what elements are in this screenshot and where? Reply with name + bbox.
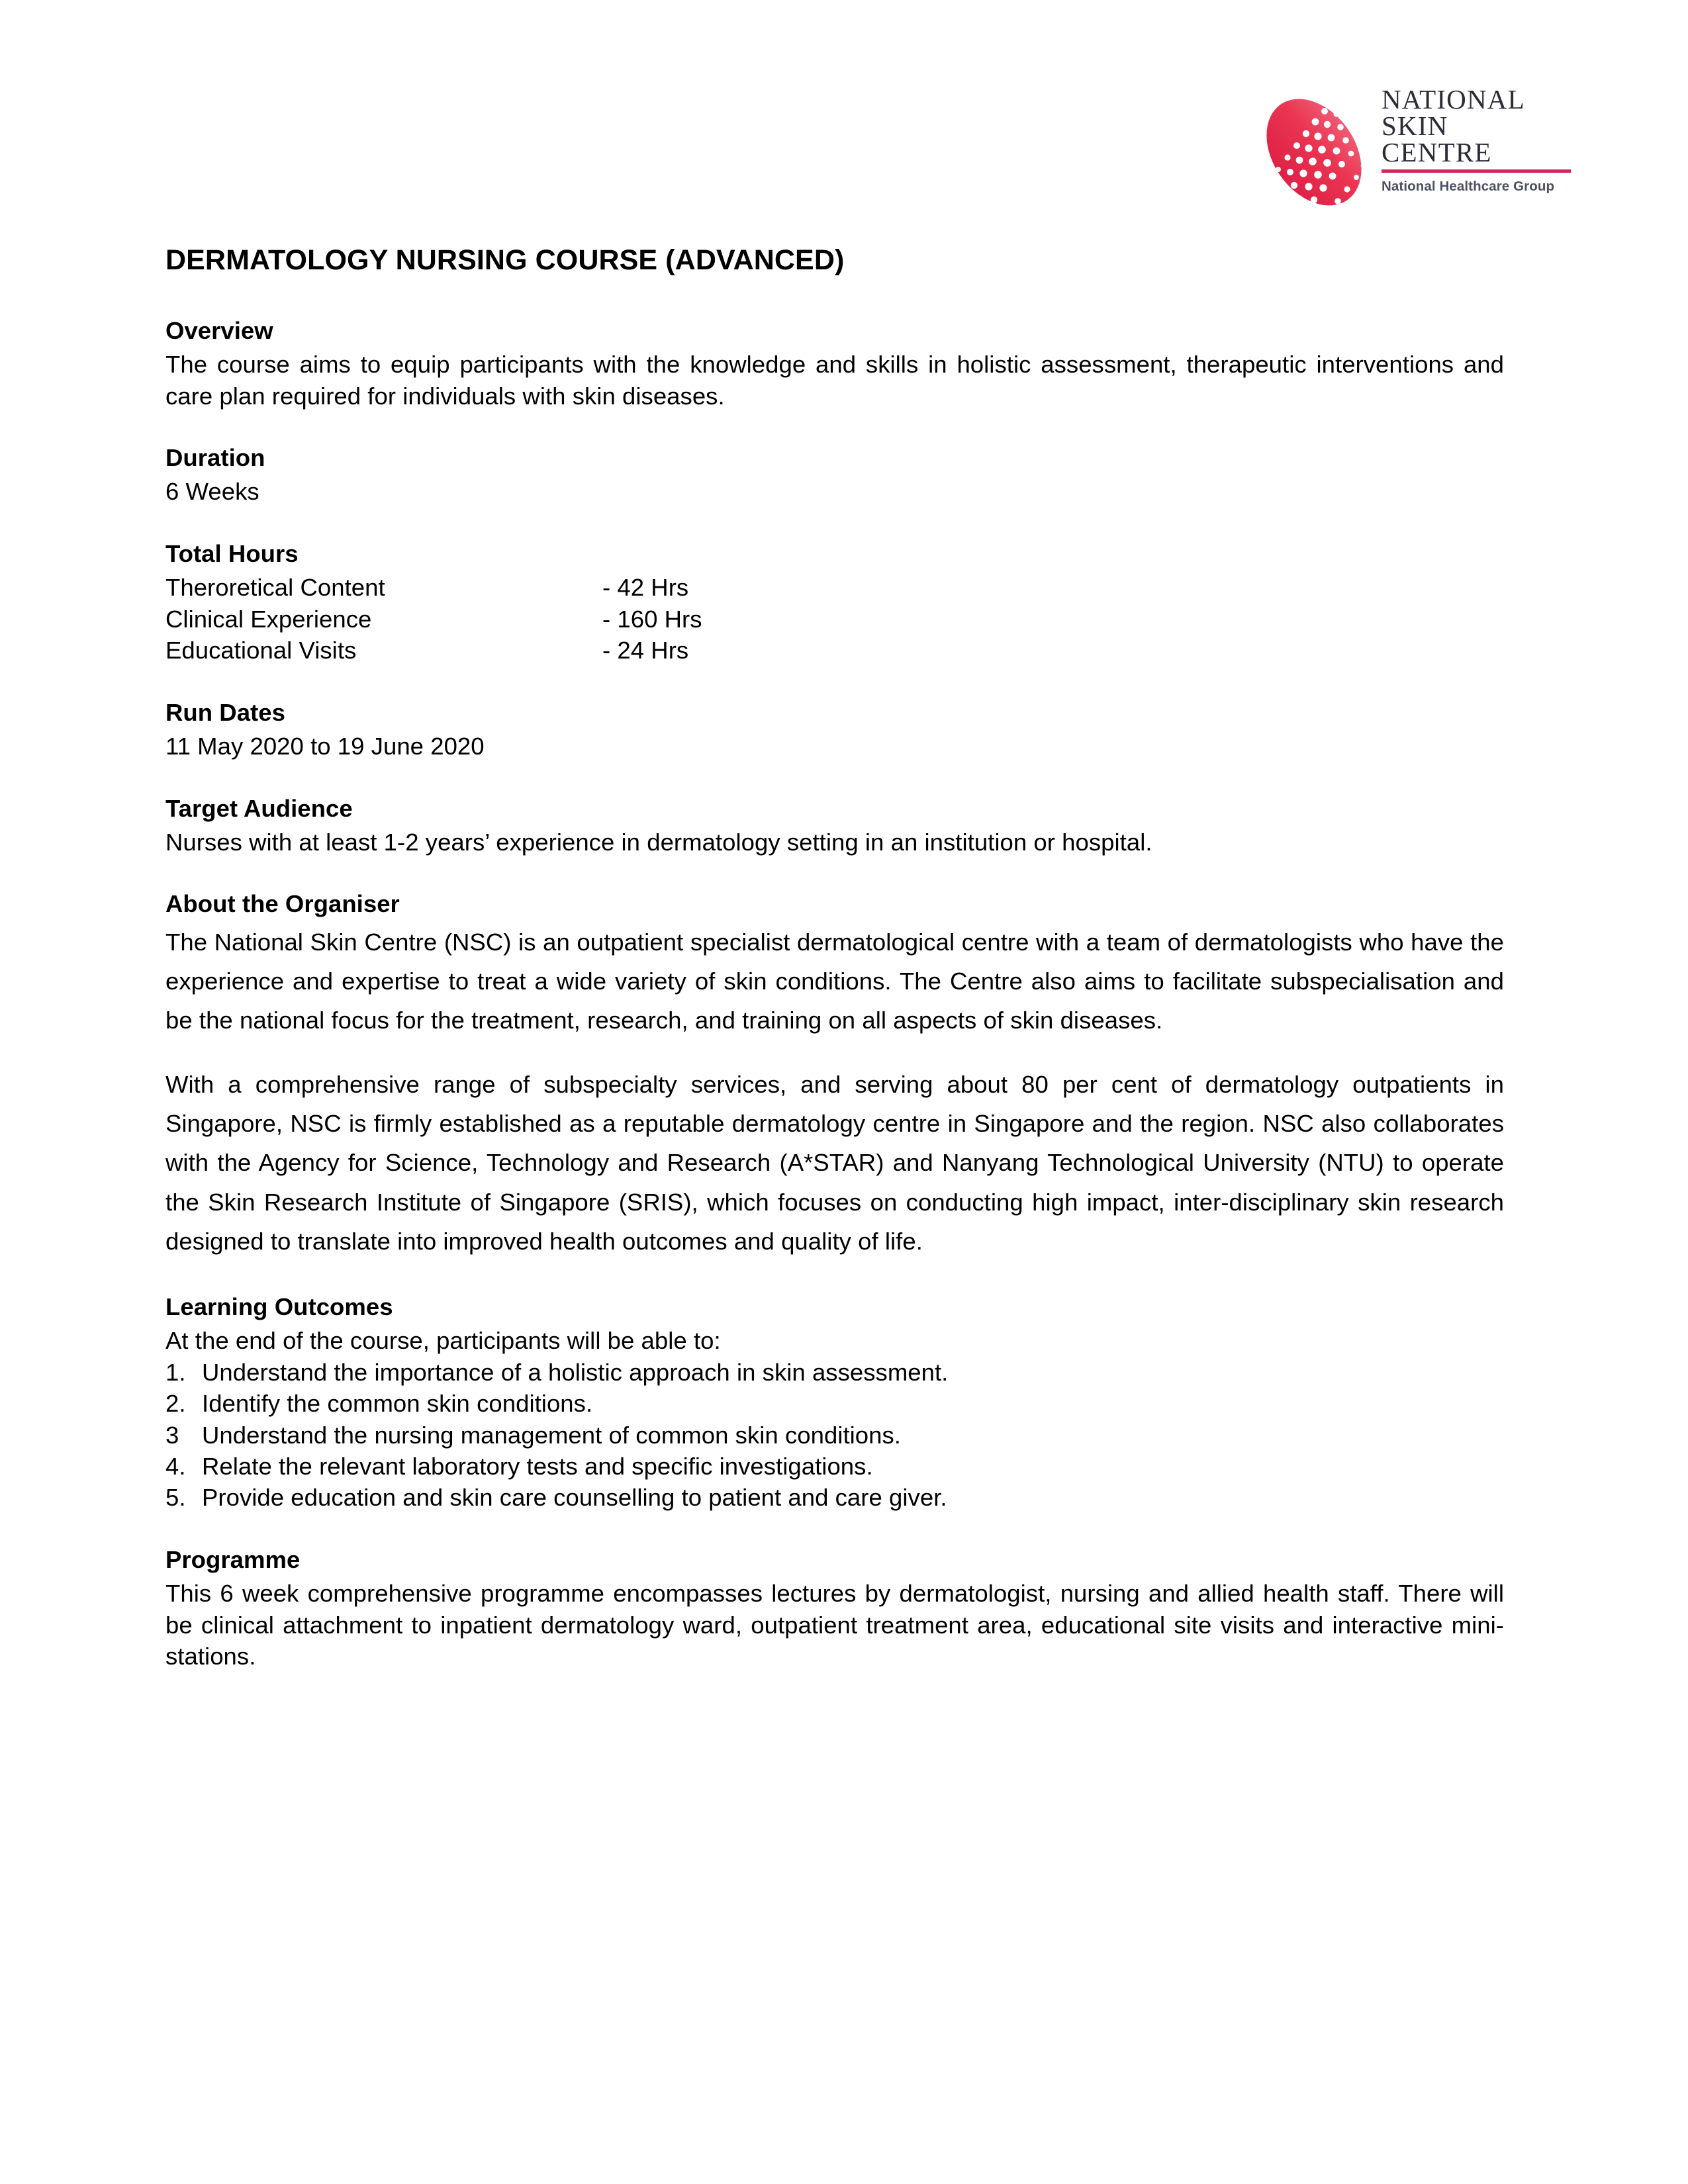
about-organiser-heading: About the Organiser [165, 890, 400, 918]
logo-divider-rule [1382, 169, 1571, 173]
list-item [165, 1357, 1504, 1388]
about-organiser-paragraph-2: With a comprehensive range of subspecialty services, and serving about 80 per cent of dermatology outpatients in Singapore, NSC is firmly established as a reputable dermatology centre in Singapore and the region. NSC also collaborates with the Agency for Science, Technology and Research (A*STAR) and Nanyang Technological University (NTU) to operate the Skin Research Institute of Singapore (SRIS), which focuses on conducting high impact, inter-disciplinary skin research designed to translate into improved health outcomes and quality of life. [165, 1071, 1504, 1255]
list-item-number: 2. [165, 1390, 186, 1418]
section-run-dates [165, 697, 1504, 762]
target-audience-body: Nurses with at least 1-2 years’ experience in dermatology setting in an institution or hospital. [165, 828, 1152, 856]
list-item [165, 1482, 1504, 1513]
learning-outcomes-heading: Learning Outcomes [165, 1293, 393, 1320]
page-title: DERMATOLOGY NURSING COURSE (ADVANCED) [165, 244, 845, 276]
list-item [165, 1451, 1504, 1482]
learning-outcomes-intro: At the end of the course, participants will be able to: [165, 1327, 721, 1355]
list-item-text: Understand the importance of a holistic approach in skin assessment. [202, 1358, 949, 1386]
section-target-audience [165, 793, 1504, 858]
hours-value: - 160 Hrs [602, 605, 702, 633]
hours-label: Clinical Experience [165, 605, 372, 633]
nsc-dotted-ellipse-mark [1261, 91, 1367, 214]
list-item [165, 1388, 1504, 1419]
list-item-number: 4. [165, 1453, 186, 1480]
hours-value: - 42 Hrs [602, 574, 689, 602]
section-programme [165, 1544, 1504, 1672]
logo-line-skin: SKIN [1382, 111, 1448, 141]
document-content [165, 244, 1504, 1702]
duration-heading: Duration [165, 444, 265, 472]
list-item [165, 1420, 1504, 1451]
list-item-text: Provide education and skin care counselling to patient and care giver. [202, 1484, 947, 1512]
total-hours-row [165, 572, 1504, 603]
logo-line-centre: CENTRE [1382, 137, 1492, 167]
list-item-text: Identify the common skin conditions. [202, 1390, 593, 1418]
hours-label: Theroretical Content [165, 574, 385, 602]
total-hours-row [165, 635, 1504, 666]
list-item-number: 5. [165, 1484, 186, 1512]
nsc-logo [1261, 86, 1572, 228]
programme-heading: Programme [165, 1545, 301, 1573]
overview-heading: Overview [165, 316, 273, 344]
section-duration [165, 442, 1504, 508]
target-audience-heading: Target Audience [165, 794, 353, 822]
run-dates-value: 11 May 2020 to 19 June 2020 [165, 733, 485, 760]
hours-value: - 24 Hrs [602, 637, 689, 664]
hours-label: Educational Visits [165, 637, 357, 664]
total-hours-row [165, 604, 1504, 635]
list-item-number: 1. [165, 1358, 186, 1386]
logo-line-national: NATIONAL [1382, 84, 1525, 114]
duration-value: 6 Weeks [165, 478, 259, 506]
section-total-hours [165, 538, 1504, 666]
programme-body: This 6 week comprehensive programme encompasses lectures by dermatologist, nursing and allied health staff. There will be clinical attachment to inpatient dermatology ward, outpatient treatment area, educational site visits and interactive mini-stations. [165, 1580, 1504, 1670]
list-item-text: Relate the relevant laboratory tests and specific investigations. [202, 1453, 873, 1480]
section-learning-outcomes [165, 1291, 1504, 1514]
section-overview [165, 315, 1504, 412]
learning-outcomes-list [165, 1357, 1504, 1514]
run-dates-heading: Run Dates [165, 698, 285, 726]
list-item-number: 3 [165, 1421, 179, 1449]
section-about-organiser [165, 888, 1504, 1260]
logo-tagline: National Healthcare Group [1382, 179, 1555, 194]
nsc-wordmark [1382, 86, 1573, 195]
about-organiser-paragraph-1: The National Skin Centre (NSC) is an outpatient specialist dermatological centre with a team of dermatologists who have the experience and expertise to treat a wide variety of skin conditions. The Centre also aims to facilitate subspecialisation and be the national focus for the treatment, research, and training on all aspects of skin diseases. [165, 928, 1504, 1034]
overview-body: The course aims to equip participants with the knowledge and skills in holistic assessment, therapeutic interventions and care plan required for individuals with skin diseases. [165, 351, 1504, 410]
total-hours-heading: Total Hours [165, 539, 299, 567]
list-item-text: Understand the nursing management of common skin conditions. [202, 1421, 901, 1449]
